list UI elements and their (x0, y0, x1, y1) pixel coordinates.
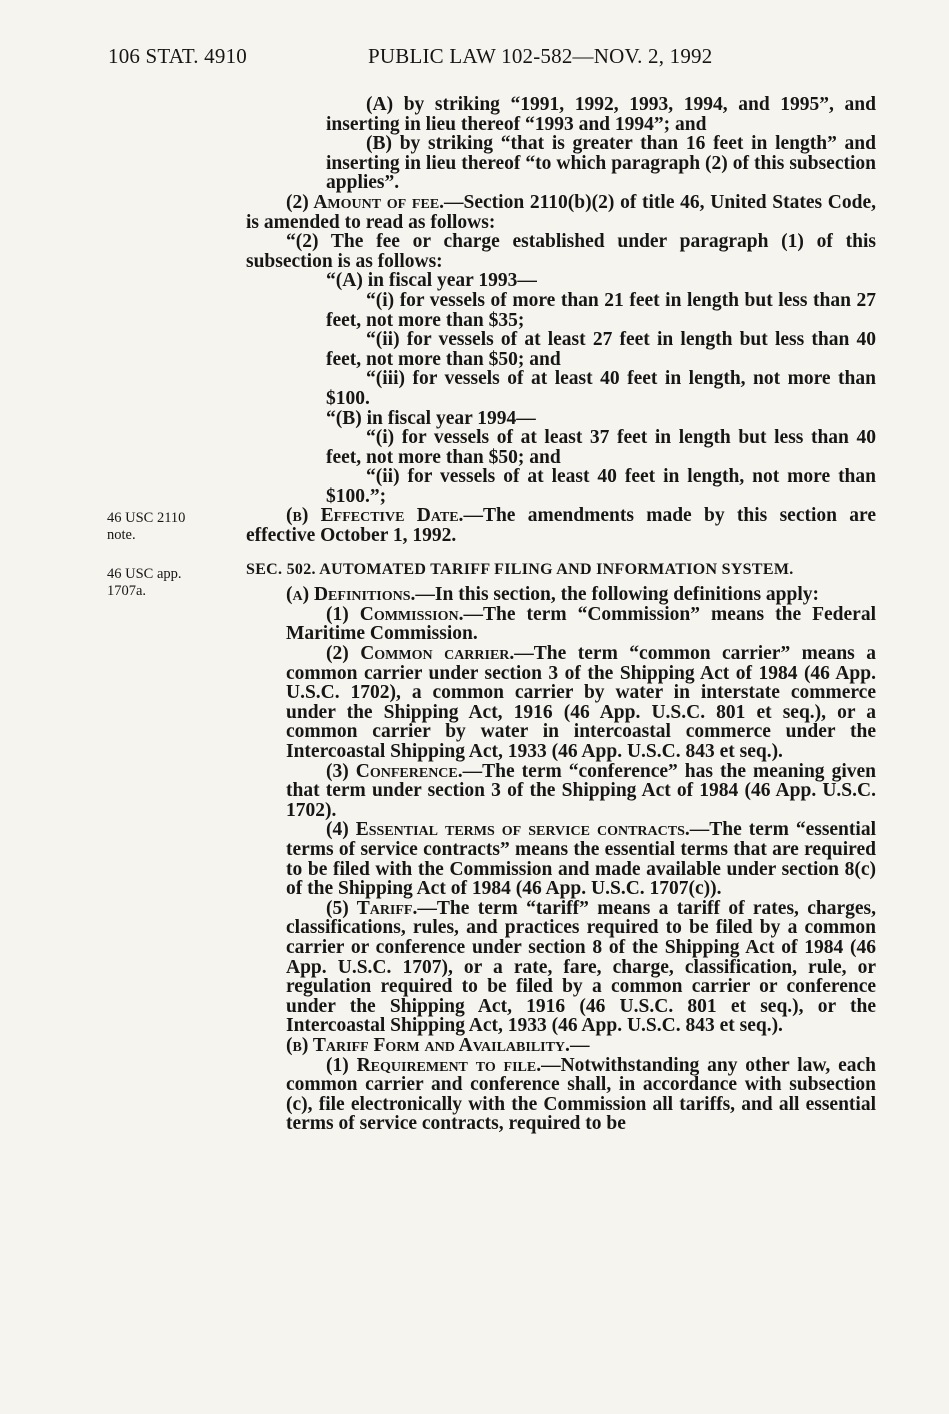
margin-note-1: 46 USC 2110 note. (107, 510, 186, 543)
quoted-para-2: “(2) The fee or charge established under paragraph (1) of this subsection is as follows: (246, 231, 876, 272)
def-essential-terms: (4) Essential terms of service contracts.—The term “essential terms of service contracts” means the essential terms that are required to be filed with the Commission and made available under section 8(c) of the Shipping Act of 1984 (46 App. U.S.C. 1707(c)). (286, 819, 876, 900)
clause-a: (A) by striking “1991, 1992, 1993, 1994, and 1995”, and inserting in lieu thereof “1993 and 1994”; and (326, 94, 876, 135)
def-tariff: (5) Tariff.—The term “tariff” means a tariff of rates, charges, classifications, rules, and practices required to be filed by a common carrier or conference under section 8 of the Shipping Act of 1984 (46 App. U.S.C. 1707), or a rate, fare, charge, classification, rule, or regulation required to be filed by a common carrier or conference under the Shipping Act, 1916 (46 U.S.C. 801 et seq.), or the Intercoastal Shipping Act, 1933 (46 App. U.S.C. 843 et seq.). (286, 897, 877, 1037)
quoted-item-b-ii: “(ii) for vessels of at least 40 feet in length, not more than $100.”; (326, 466, 876, 507)
quoted-item-a-ii: “(ii) for vessels of at least 27 feet in length but less than 40 feet, not more than $50; and (326, 329, 876, 370)
page-running-head: PUBLIC LAW 102-582—NOV. 2, 1992 (368, 44, 713, 68)
para-definitions: (a) Definitions.—In this section, the following definitions apply: (286, 584, 820, 606)
quoted-item-a-iii: “(iii) for vessels of at least 40 feet in length, not more than $100. (326, 368, 876, 409)
def-conference: (3) Conference.—The term “conference” has the meaning given that term under section 3 of the Shipping Act of 1984 (46 App. U.S.C. 1702). (286, 760, 876, 821)
quoted-clause-b: “(B) in fiscal year 1994— (326, 407, 536, 429)
quoted-clause-a: “(A) in fiscal year 1993— (326, 270, 537, 292)
page-stat-citation: 106 STAT. 4910 (108, 44, 247, 68)
quoted-item-b-i: “(i) for vessels of at least 37 feet in length but less than 40 feet, not more than $50; and (326, 427, 876, 468)
margin-note-2: 46 USC app. 1707a. (107, 566, 182, 599)
quoted-item-a-i: “(i) for vessels of more than 21 feet in length but less than 27 feet, not more than $35; (326, 289, 876, 331)
def-commission: (1) Commission.—The term “Commission” means the Federal Maritime Commission. (286, 603, 876, 645)
para-effective-date: (b) Effective Date.—The amendments made by this section are effective October 1, 1992. (246, 505, 876, 547)
def-common-carrier: (2) Common carrier.—The term “common carrier” means a common carrier under section 3 of the Shipping Act of 1984 (46 App. U.S.C. 1702), a common carrier by water in interstate commerce under the Shipping Act, 1916 (46 App. U.S.C. 801 et seq.), or a common carrier by water in intercoastal commerce under the Intercoastal Shipping Act, 1933 (46 App. U.S.C. 843 et seq.). (286, 643, 876, 762)
section-heading: SEC. 502. AUTOMATED TARIFF FILING AND INFORMATION SYSTEM. (246, 560, 794, 578)
clause-b: (B) by striking “that is greater than 16 feet in length” and inserting in lieu thereof “to which paragraph (2) of this subsection applies”. (326, 133, 876, 194)
para-requirement-to-file: (1) Requirement to file.—Notwithstanding any other law, each common carrier and conference shall, in accordance with subsection (c), file electronically with the Commission all tariffs, and all essential terms of service contracts, required to be (286, 1054, 876, 1135)
para-amount-of-fee: (2) Amount of fee.—Section 2110(b)(2) of title 46, United States Code, is amended to read as follows: (246, 191, 876, 233)
body-text (246, 95, 876, 1134)
para-tariff-form: (b) Tariff Form and Availability.— (286, 1034, 590, 1056)
